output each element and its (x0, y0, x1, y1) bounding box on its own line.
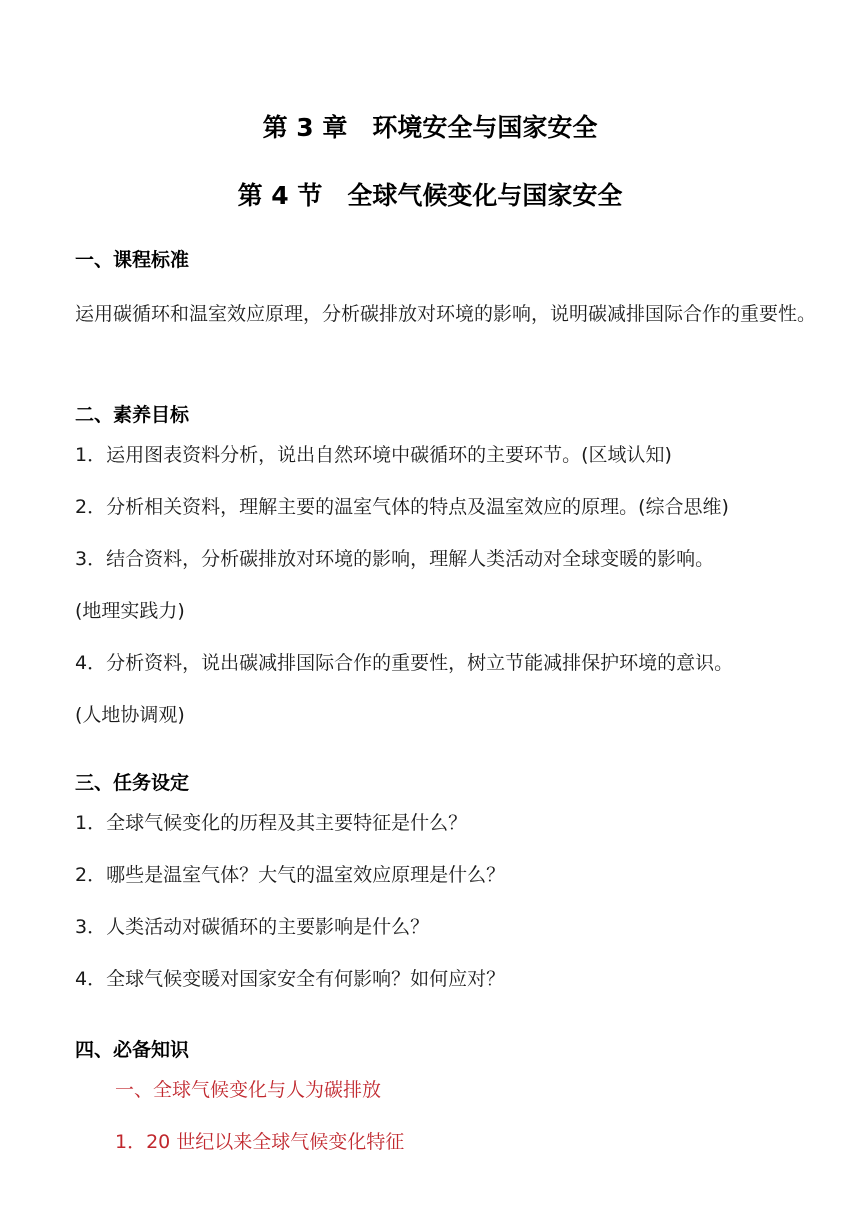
tasks-heading: 三、任务设定 (75, 772, 190, 794)
goal-item-4: 4．分析资料，说出碳减排国际合作的重要性，树立节能减排保护环境的意识。 (75, 652, 734, 674)
chapter-title: 第 3 章 环境安全与国家安全 (262, 113, 598, 142)
task-item-2: 2．哪些是温室气体？大气的温室效应原理是什么？ (75, 864, 506, 886)
goal-item-4-tag: (人地协调观) (75, 704, 185, 726)
knowledge-sub-item: 1．20 世纪以来全球气候变化特征 (115, 1131, 405, 1153)
course-standard-heading: 一、课程标准 (75, 249, 190, 271)
course-standard-text: 运用碳循环和温室效应原理，分析碳排放对环境的影响，说明碳减排国际合作的重要性。 (75, 303, 817, 325)
section-title: 第 4 节 全球气候变化与国家安全 (237, 181, 623, 210)
task-item-3: 3．人类活动对碳循环的主要影响是什么？ (75, 916, 430, 938)
goal-item-1: 1．运用图表资料分析，说出自然环境中碳循环的主要环节。(区域认知) (75, 444, 672, 466)
knowledge-sub-heading: 一、全球气候变化与人为碳排放 (115, 1079, 382, 1101)
task-item-1: 1．全球气候变化的历程及其主要特征是什么？ (75, 812, 468, 834)
task-item-4: 4．全球气候变暖对国家安全有何影响？如何应对？ (75, 968, 506, 990)
literacy-goals-heading: 二、素养目标 (75, 404, 190, 426)
goal-item-2: 2．分析相关资料，理解主要的温室气体的特点及温室效应的原理。(综合思维) (75, 496, 729, 518)
goal-item-3: 3．结合资料，分析碳排放对环境的影响，理解人类活动对全球变暖的影响。 (75, 548, 715, 570)
knowledge-heading: 四、必备知识 (75, 1039, 190, 1061)
goal-item-3-tag: (地理实践力) (75, 600, 185, 622)
